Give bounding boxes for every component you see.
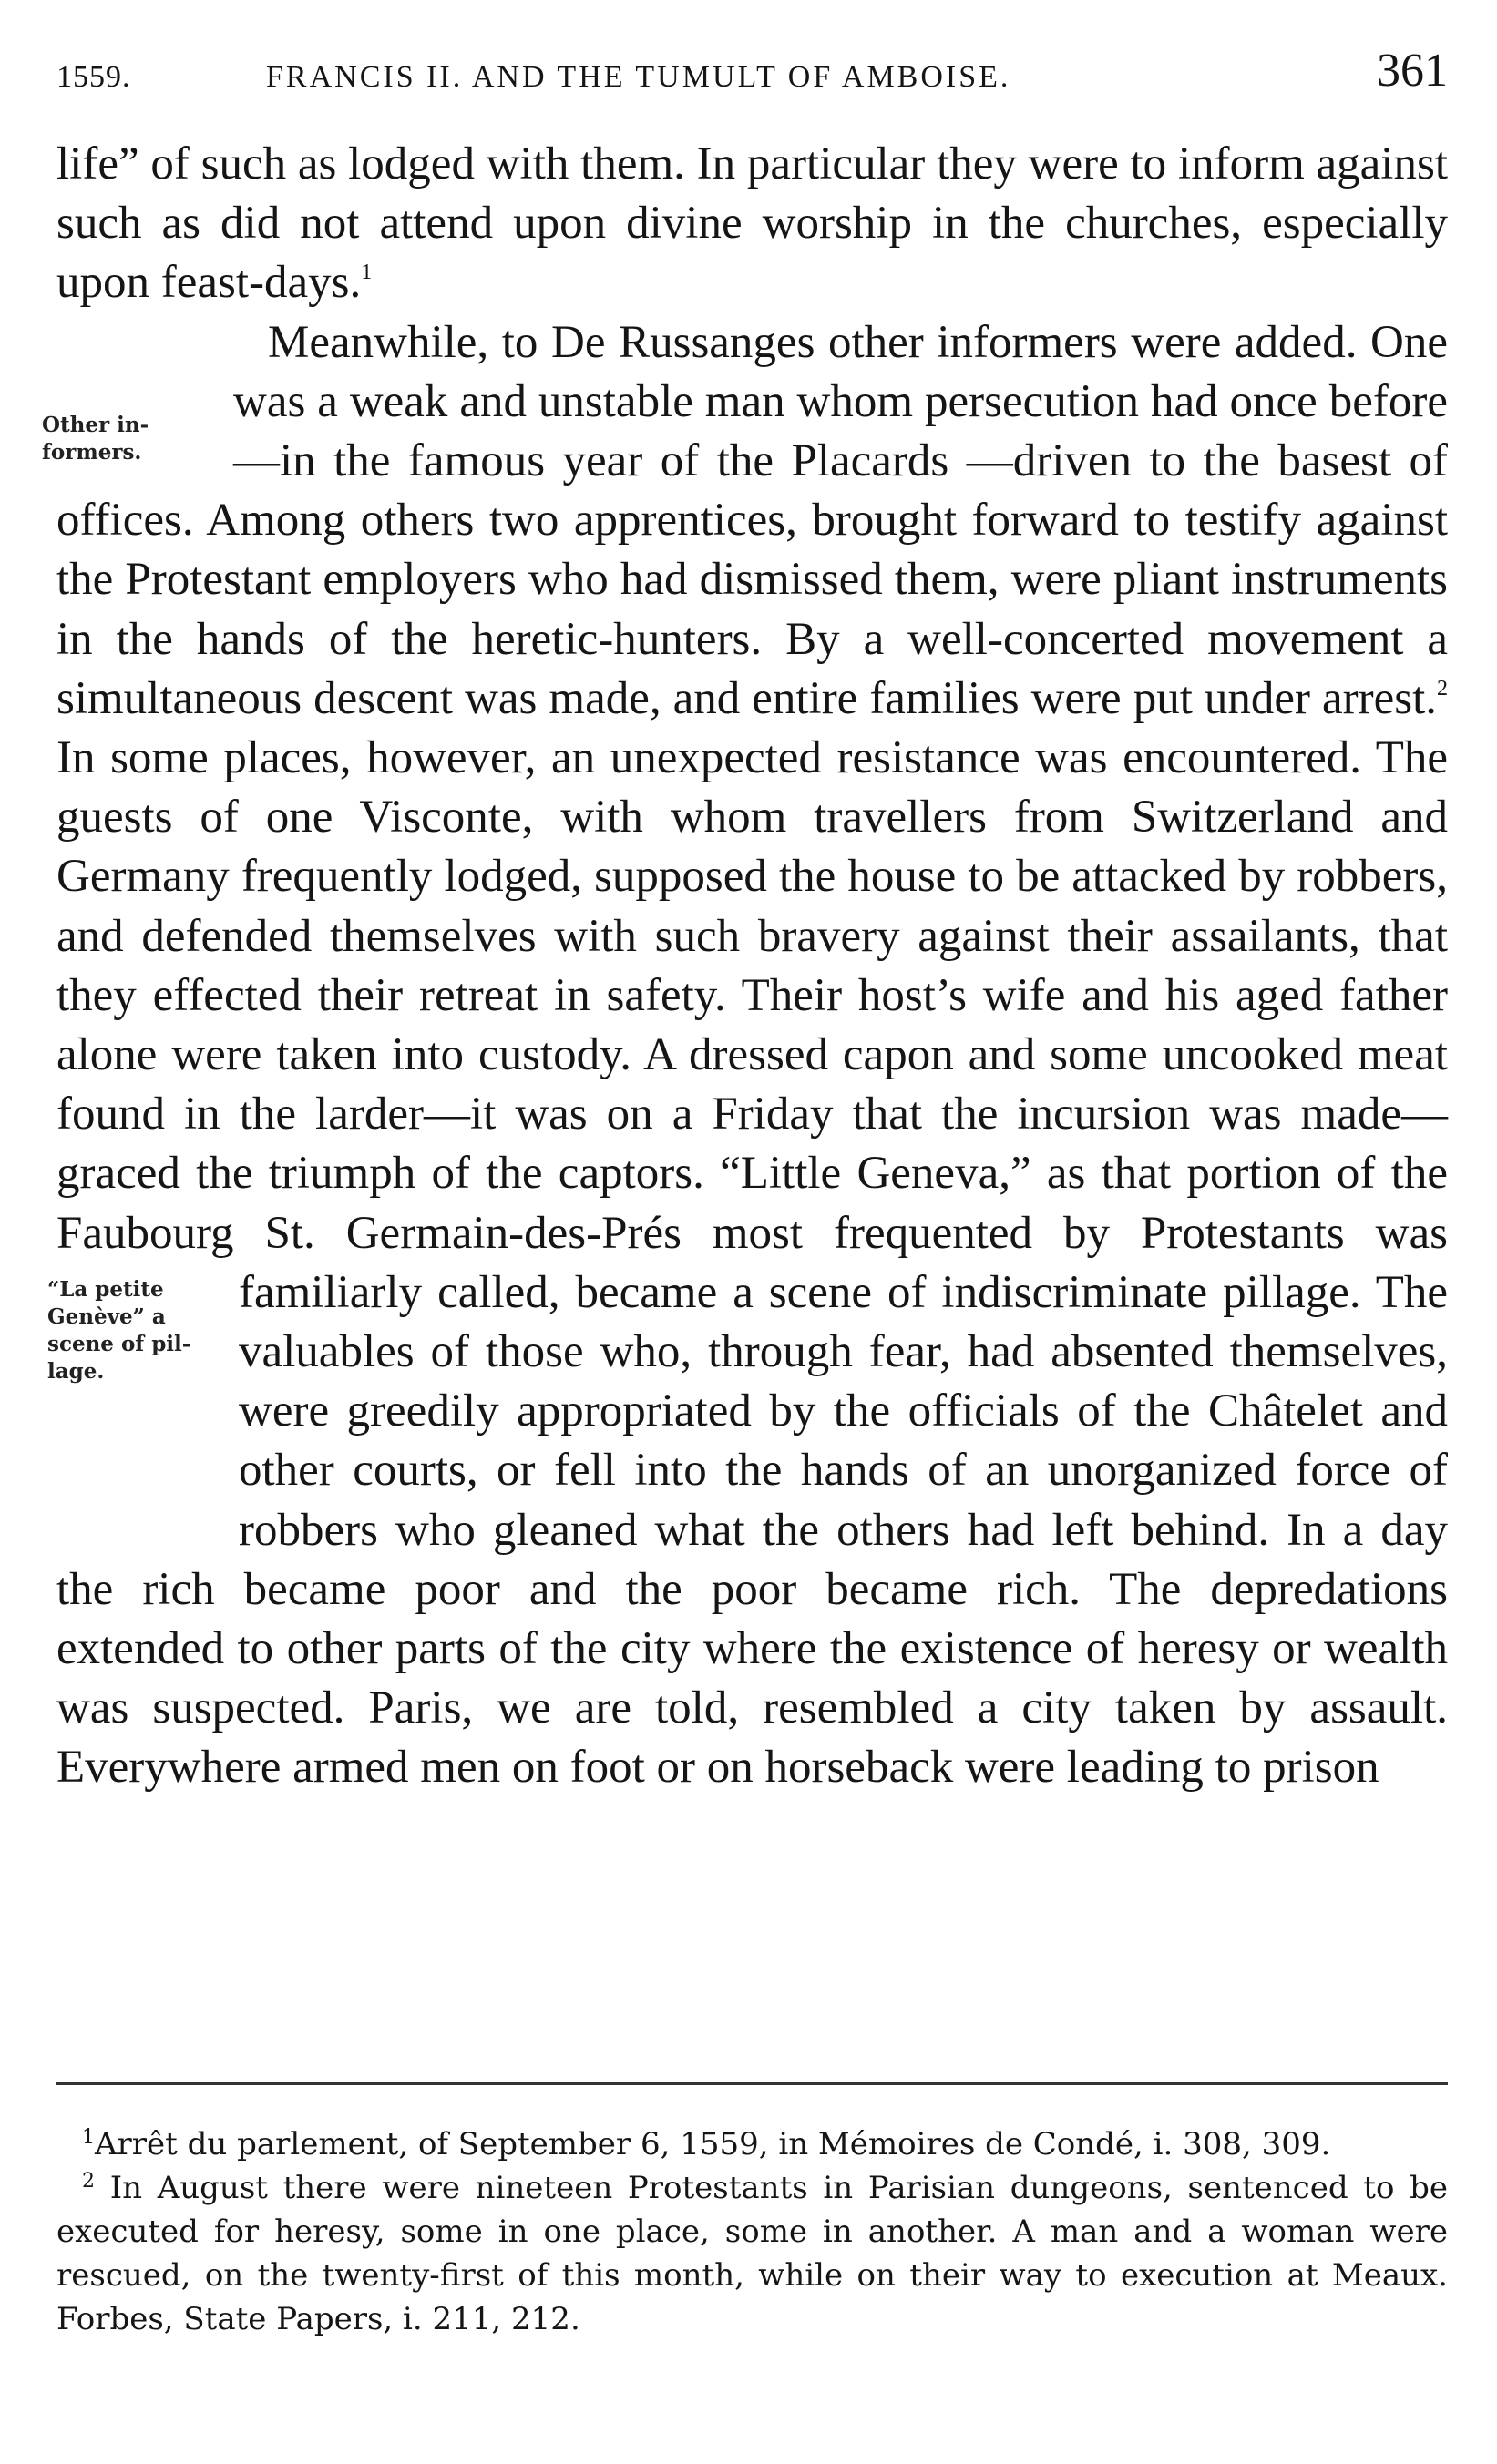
- header-year: 1559.: [56, 60, 131, 94]
- header-title: FRANCIS II. AND THE TUMULT OF AMBOISE.: [266, 60, 1011, 94]
- paragraph-2-text-c: called, became a scene of indiscriminate pillage. The valuables of those who, through fear, had absented themselves, were greedily appropriated by the officials of the Châtelet and other courts, or fell into the hands of an unorganized force of robbers who gleaned what the others had left behind. In a day the rich became poor and the poor became rich. The depredations extended to other parts of the city where the existence of heresy or wealth was suspected. Paris, we are told, resembled a city taken by assault. Everywhere armed men on foot or on horseback were leading to prison: [56, 1266, 1449, 1794]
- paragraph-2-text-a: One was a weak and unstable man whom persecution had once before—in the famous year of the Placards —driven to the basest of offices. Among others two apprentices, brought forward to testify against the Protestant employers who had dismissed them, were pliant instruments in the hands of the heretic-hunters. By a well-concerted movement a simultaneous descent was made, and entire families were put under arrest.: [56, 316, 1448, 724]
- footnote-2: [56, 2166, 1448, 2341]
- body-text: [47, 135, 1449, 1798]
- paragraph-1: [56, 135, 1448, 313]
- footnote-2-text: In August there were nineteen Protestants in Parisian dungeons, sentenced to be executed for heresy, some in one place, some in another. A man and a woman were rescued, on the twenty-first of this month, while on their way to execution at Meaux. Forbes, State Papers, i. 211, 212.: [56, 2170, 1448, 2337]
- margin-note-other-informers: [42, 412, 224, 466]
- footnote-ref-2: 2: [1437, 676, 1448, 700]
- paragraph-1-text: life” of such as lodged with them. In particular they were to inform against such as did not attend upon divine worship in the churches, especially upon feast-days.: [56, 138, 1448, 309]
- page-number: 361: [1377, 45, 1448, 97]
- paragraph-2-first-line: Meanwhile, to De Russanges other informers were added.: [268, 316, 1371, 368]
- footnote-1-text: Arrêt du parlement, of September 6, 1559, in Mémoires de Condé, i. 308, 309.: [95, 2126, 1331, 2162]
- running-head: [56, 44, 1448, 98]
- footnote-1: [56, 2122, 1448, 2166]
- footnote-2-mark: 2: [82, 2170, 95, 2193]
- footnote-rule: [56, 2082, 1448, 2085]
- margin-note-2-text: “La petite Genève” a scene of pil-lage.: [47, 1276, 191, 1384]
- margin-note-la-petite-geneve: [47, 1263, 239, 1522]
- footnote-1-mark: 1: [82, 2126, 95, 2149]
- footnote-ref-1: 1: [361, 261, 373, 285]
- paragraph-2: [47, 313, 1449, 1798]
- margin-note-1-text: Other in-formers.: [42, 413, 149, 465]
- footnotes: [56, 2122, 1448, 2341]
- paragraph-2-text-b: In some places, however, an unexpected resistance was encountered. The guests of one Visconte, with whom travellers from Switzerland and Germany frequently lodged, supposed the house to be attacked by robbers, and defended themselves with such bravery against their assailants, that they effected their retreat in safety. Their host’s wife and his aged father alone were taken into custody. A dressed capon and some uncooked meat found in the larder—it was on a Friday that the incursion was made—graced the triumph of the captors. “Little Geneva,” as that portion of the Faubourg St. Germain-des-Prés most frequented by Protestants was familiarly: [56, 732, 1448, 1318]
